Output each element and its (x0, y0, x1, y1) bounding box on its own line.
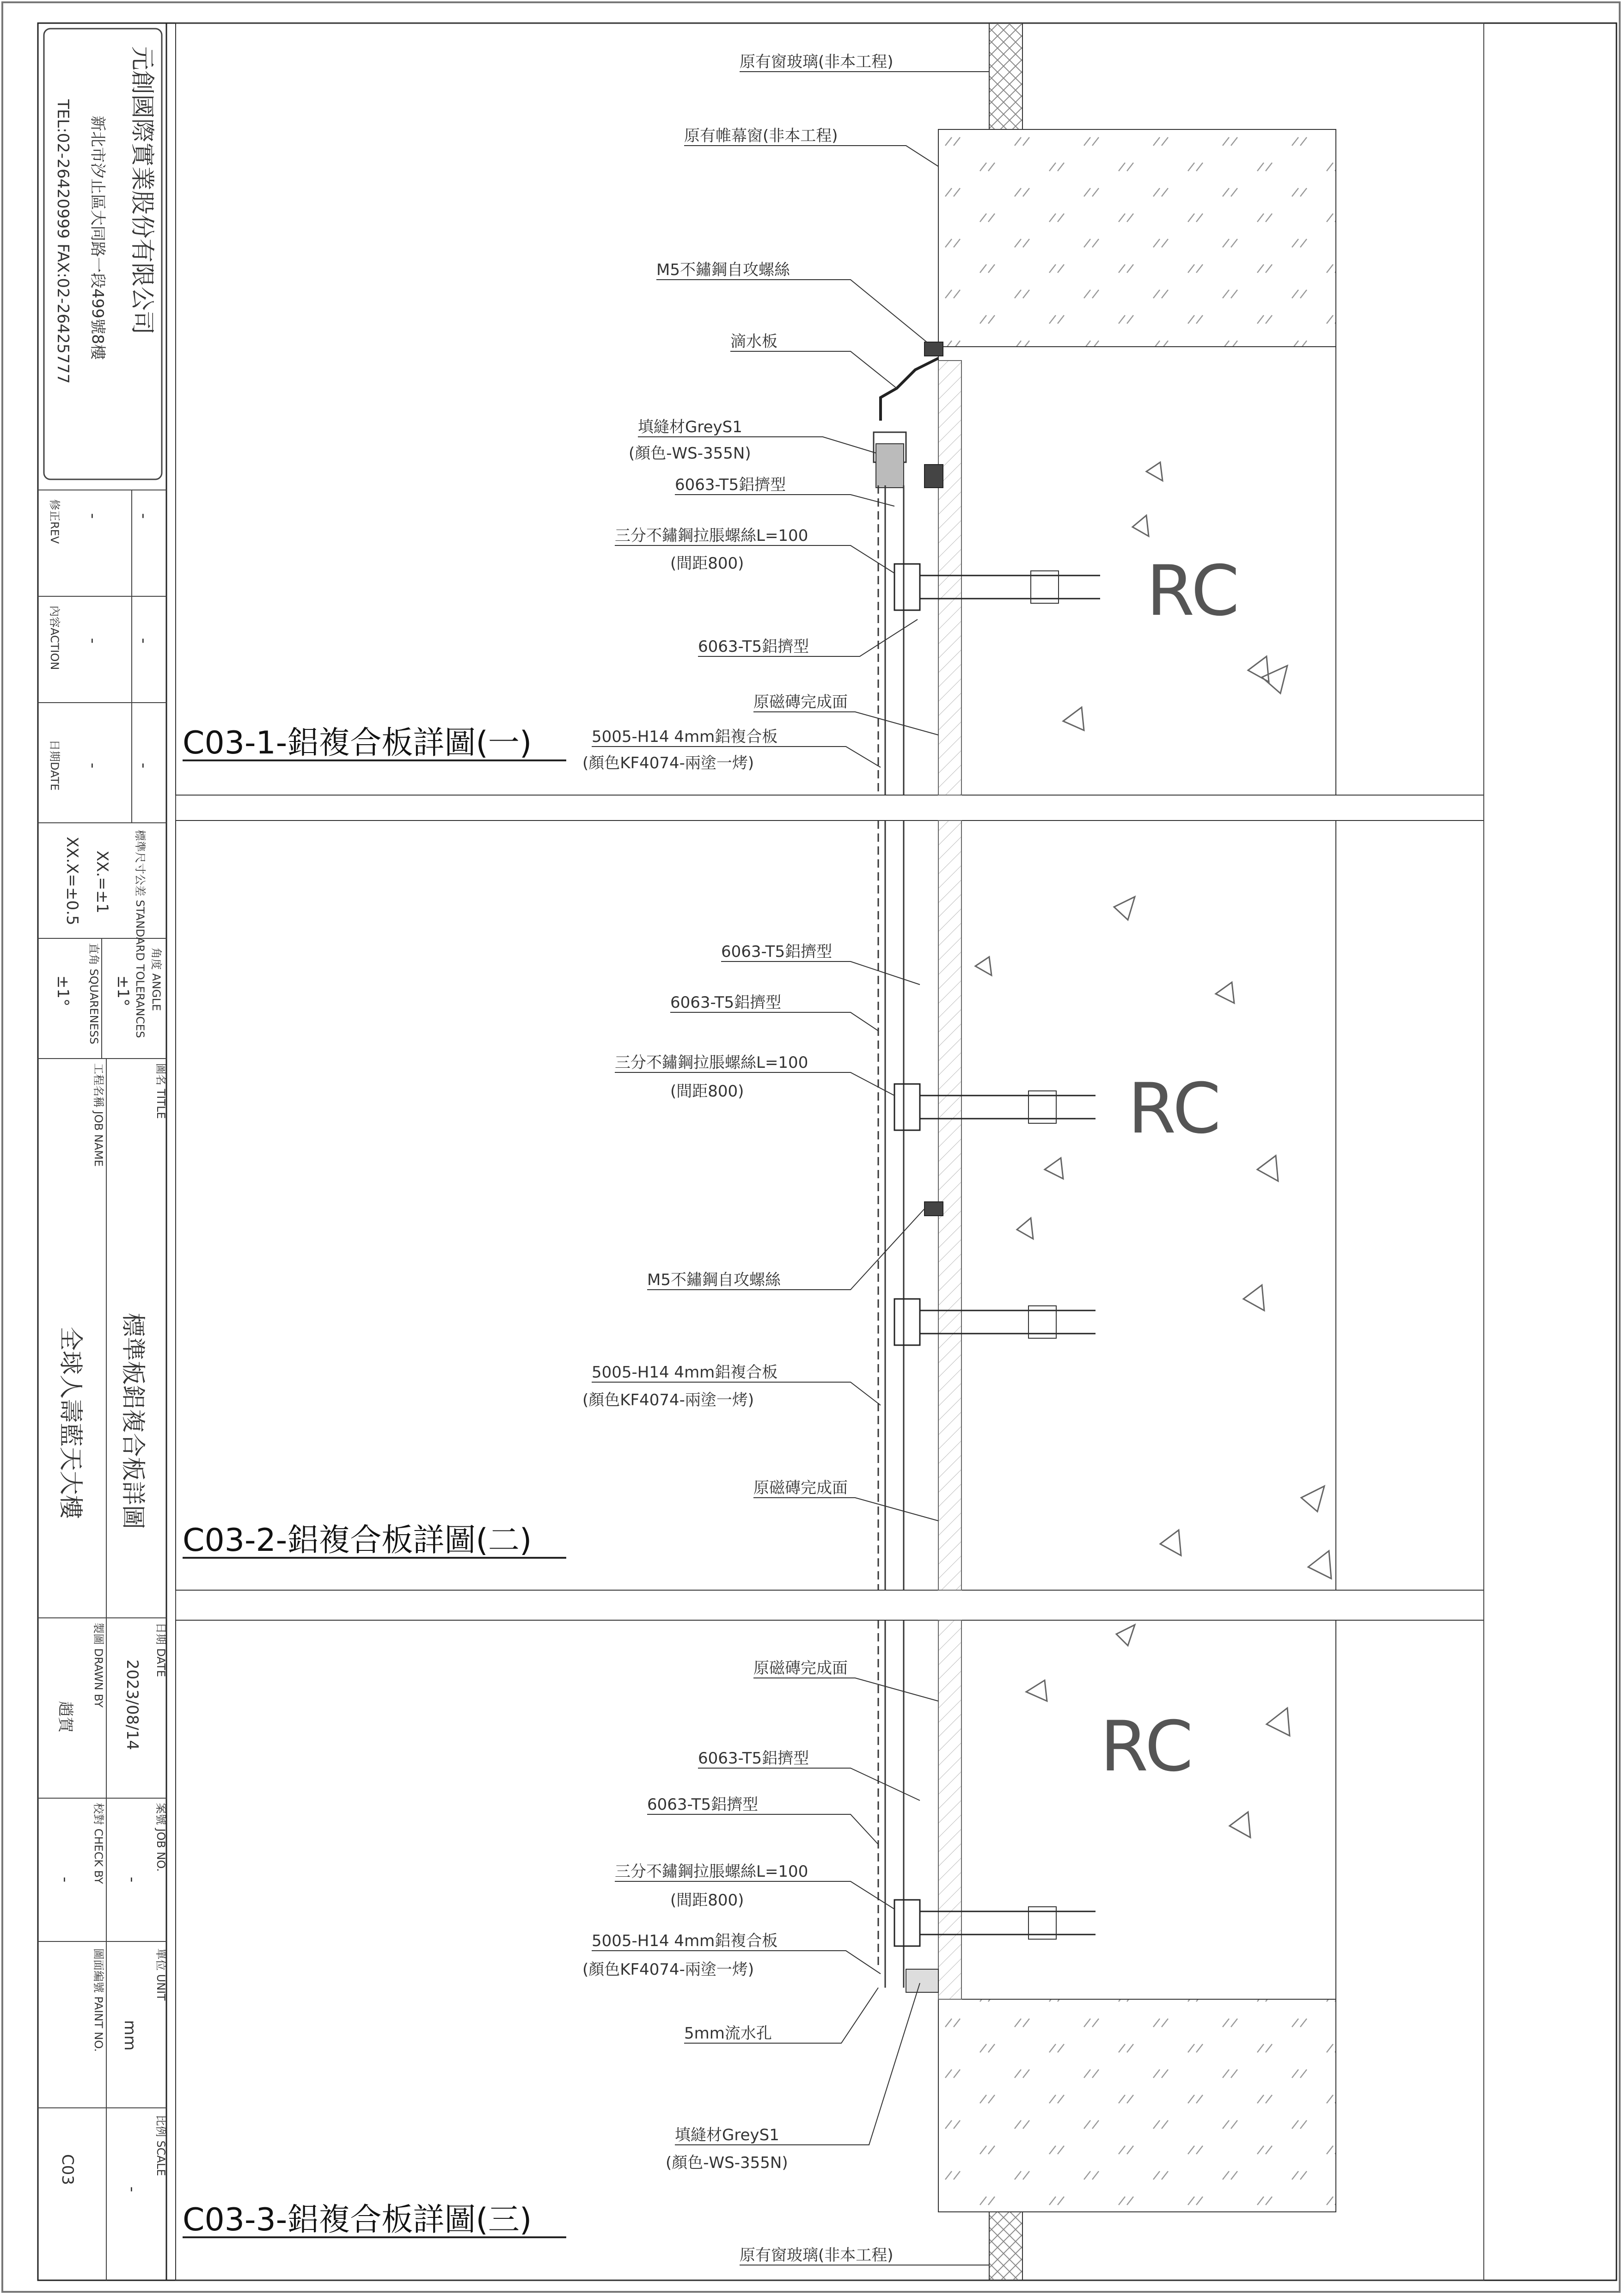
d1-label-acp: 5005-H14 4mm鋁複合板 (592, 728, 778, 746)
d3-label-extrusion-b: 6063-T5鋁擠型 (647, 1795, 759, 1814)
d1-label-sealant: 填縫材GreyS1 (638, 418, 742, 436)
d1-label-m5-screw: M5不鏽鋼自攻螺絲 (656, 261, 790, 279)
squareness-label: 直角 SQUARENESS (87, 943, 100, 1045)
detail-1 (183, 23, 1336, 795)
drawn-by-label: 製圖 DRAWN BY (92, 1623, 105, 1708)
date-dash-b: - (135, 763, 153, 769)
date-dash-a: - (84, 763, 102, 769)
angle-value: ±1° (114, 975, 132, 1007)
tolerance-label: 標準尺寸公差 STANDARD TOLERANCES (134, 830, 147, 1038)
tolerance-xx: XX.=±1 (93, 851, 111, 913)
d1-label-bolt-spacing: (間距800) (670, 554, 744, 573)
d1-label-acp-color: (顏色KF4074-兩塗一烤) (582, 754, 754, 772)
d3-label-bolt-spacing: (間距800) (670, 1891, 744, 1910)
d2-label-m5-screw: M5不鏽鋼自攻螺絲 (647, 1271, 781, 1289)
detail-1-title: C03-1-鋁複合板詳圖(一) (183, 725, 532, 761)
d2-label-tile-surface: 原磁磚完成面 (753, 1479, 848, 1497)
d3-label-drain-hole: 5mm流水孔 (684, 2024, 772, 2043)
drawing-title: 標準板鋁複合板詳圖 (119, 1313, 147, 1530)
d3-label-acp-color: (顏色KF4074-兩塗一烤) (582, 1960, 754, 1979)
company-name: 元創國際實業股份有限公司 (128, 46, 156, 335)
detail-3-title: C03-3-鋁複合板詳圖(三) (183, 2202, 532, 2238)
unit: mm (121, 2020, 139, 2051)
company-contact: TEL:02-26420999 FAX:02-26425777 (54, 99, 72, 384)
rc-label-3: RC (1100, 1707, 1194, 1787)
angle-label: 角度 ANGLE (150, 948, 163, 1011)
check-by-label: 校對 CHECK BY (92, 1803, 105, 1884)
d1-label-extrusion-b: 6063-T5鋁擠型 (698, 637, 809, 656)
scale: - (123, 2186, 141, 2192)
d1-label-tile-surface: 原磁磚完成面 (753, 693, 848, 711)
paint-no-label: 圖面編號 PAINT NO. (92, 1948, 105, 2052)
action-dash-a: - (84, 638, 102, 644)
rev-dash-b: - (135, 513, 153, 519)
rev-label: 修正REV (48, 499, 61, 544)
d3-label-tile-surface: 原磁磚完成面 (753, 1659, 848, 1678)
tolerance-xxx: XX.X=±0.5 (63, 837, 81, 925)
d3-label-sealant: 填縫材GreyS1 (675, 2126, 779, 2144)
d1-label-expansion-bolt: 三分不鏽鋼拉脹螺絲L=100 (615, 527, 808, 545)
d1-label-sealant-color: (顏色-WS-355N) (629, 444, 751, 463)
rc-label-1: RC (1146, 551, 1240, 631)
d3-label-existing-glass: 原有窗玻璃(非本工程) (740, 2246, 894, 2265)
paint-no: C03 (58, 2154, 77, 2186)
d3-label-sealant-color: (顏色-WS-355N) (666, 2154, 788, 2172)
drawing-title-label: 圖名 TITLE (154, 1063, 167, 1119)
job-no-label: 案號 JOB NO. (154, 1803, 167, 1872)
unit-label: 單位 UNIT (154, 1948, 167, 2001)
date-label: 日期DATE (48, 740, 61, 791)
d1-label-existing-curtain-window: 原有帷幕窗(非本工程) (684, 127, 838, 145)
scale-label: 比例 SCALE (154, 2115, 167, 2176)
company-address: 新北市汐止區大同路一段499號8樓 (88, 116, 107, 360)
d1-label-extrusion-a: 6063-T5鋁擠型 (675, 476, 786, 494)
job-name-label: 工程名稱 JOB NAME (92, 1063, 105, 1167)
d3-label-expansion-bolt: 三分不鏽鋼拉脹螺絲L=100 (615, 1862, 808, 1881)
d1-label-existing-glass: 原有窗玻璃(非本工程) (740, 53, 894, 71)
issue-date-label: 日期 DATE (154, 1623, 167, 1678)
detail-2 (183, 820, 1336, 1590)
d3-label-extrusion-a: 6063-T5鋁擠型 (698, 1749, 809, 1768)
d2-label-bolt-spacing: (間距800) (670, 1082, 744, 1101)
action-dash-b: - (135, 638, 153, 644)
d2-label-extrusion-a: 6063-T5鋁擠型 (721, 943, 832, 961)
rc-label-2: RC (1128, 1069, 1221, 1149)
d2-label-expansion-bolt: 三分不鏽鋼拉脹螺絲L=100 (615, 1053, 808, 1072)
job-name: 全球人壽藍天大樓 (56, 1327, 84, 1519)
check-by: - (56, 1877, 74, 1883)
job-no: - (123, 1877, 141, 1883)
rev-dash-a: - (84, 513, 102, 519)
detail-2-title: C03-2-鋁複合板詳圖(二) (183, 1522, 532, 1559)
d2-label-acp-color: (顏色KF4074-兩塗一烤) (582, 1391, 754, 1409)
squareness-value: ±1° (54, 975, 72, 1007)
action-label: 內容ACTION (48, 606, 61, 670)
drawn-by: 趙賀 (56, 1701, 74, 1733)
d1-label-drip-plate: 滴水板 (730, 332, 777, 351)
title-block (38, 23, 176, 2280)
issue-date: 2023/08/14 (123, 1659, 141, 1750)
d3-label-acp: 5005-H14 4mm鋁複合板 (592, 1932, 778, 1950)
d2-label-acp: 5005-H14 4mm鋁複合板 (592, 1363, 778, 1382)
d2-label-extrusion-b: 6063-T5鋁擠型 (670, 993, 782, 1012)
detail-3 (183, 1620, 1336, 2280)
